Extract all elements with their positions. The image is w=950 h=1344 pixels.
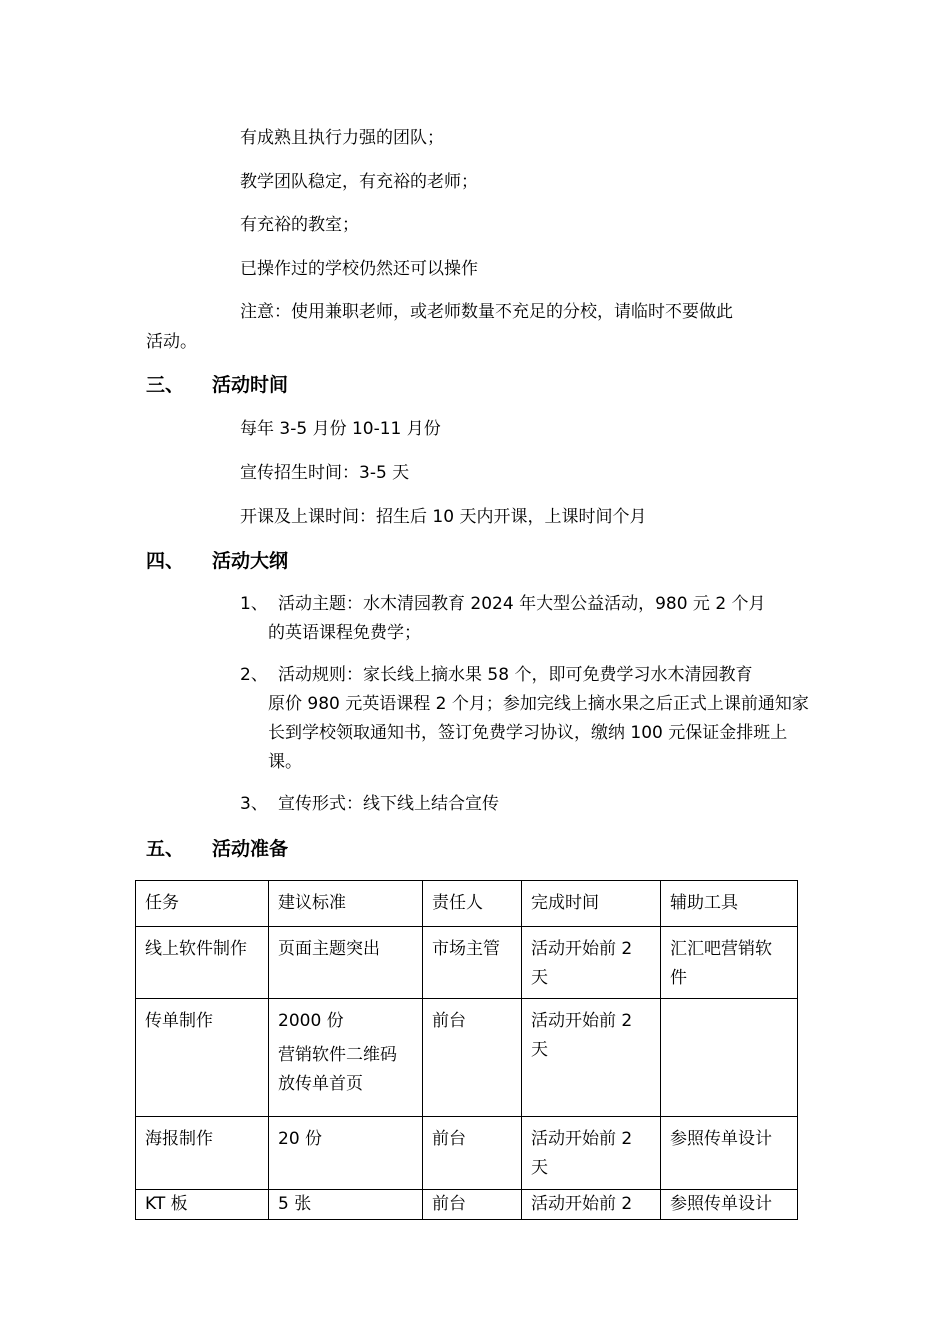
owner-cell: 前台 <box>423 999 522 1117</box>
list-text: 宣传形式：线下线上结合宣传 <box>278 794 499 814</box>
time-cell: 活动开始前 2 天 <box>522 927 661 999</box>
list-text-continued: 原价 980 元英语课程 2 个月；参加完线上摘水果之后正式上课前通知家长到学校领取通知书，签订免费学习协议，缴纳 100 元保证金排班上课。 <box>268 694 809 772</box>
standard-cell <box>269 999 423 1117</box>
list-text-continued: 的英语课程免费学； <box>268 623 421 643</box>
standard-cell <box>269 927 423 999</box>
note-paragraph-wrap: 活动。 <box>146 332 197 352</box>
section-title: 活动准备 <box>212 838 289 860</box>
section-number: 五、 <box>146 838 185 860</box>
column-header: 辅助工具 <box>661 881 798 927</box>
task-cell: KT 板 <box>136 1190 269 1220</box>
tool-cell: 汇汇吧营销软件 <box>661 927 798 999</box>
section-title: 活动大纲 <box>212 550 289 572</box>
standard-cell <box>269 1190 423 1220</box>
task-cell: 海报制作 <box>136 1117 269 1190</box>
section-title: 活动时间 <box>212 374 289 396</box>
list-number: 1、 <box>240 594 268 614</box>
paragraph: 开课及上课时间：招生后 10 天内开课，上课时间个月 <box>240 507 647 527</box>
list-number: 3、 <box>240 794 268 814</box>
owner-cell: 市场主管 <box>423 927 522 999</box>
tool-cell: 参照传单设计 <box>661 1190 798 1220</box>
paragraph: 有充裕的教室； <box>240 215 359 235</box>
list-number: 2、 <box>240 665 268 685</box>
section-number: 三、 <box>146 374 185 396</box>
time-cell: 活动开始前 2 <box>522 1190 661 1220</box>
standard-text: 20 份 <box>278 1129 323 1149</box>
paragraph: 宣传招生时间：3-5 天 <box>240 463 410 483</box>
paragraph: 教学团队稳定，有充裕的老师； <box>240 172 478 192</box>
standard-text: 页面主题突出 <box>278 939 380 959</box>
task-cell: 线上软件制作 <box>136 927 269 999</box>
owner-cell: 前台 <box>423 1117 522 1190</box>
section-number: 四、 <box>146 550 185 572</box>
preparation-table <box>135 880 798 1220</box>
column-header: 建议标准 <box>269 881 423 927</box>
paragraph: 有成熟且执行力强的团队； <box>240 128 444 148</box>
tool-cell: 参照传单设计 <box>661 1117 798 1190</box>
time-cell: 活动开始前 2 天 <box>522 999 661 1117</box>
note-paragraph: 注意：使用兼职老师，或老师数量不充足的分校，请临时不要做此 <box>240 302 733 322</box>
list-text: 活动规则：家长线上摘水果 58 个，即可免费学习水木清园教育 <box>278 665 753 685</box>
table-row <box>136 1190 798 1220</box>
time-cell: 活动开始前 2 天 <box>522 1117 661 1190</box>
table-row <box>136 927 798 999</box>
table-row <box>136 1117 798 1190</box>
list-text: 活动主题：水木清园教育 2024 年大型公益活动，980 元 2 个月 <box>278 594 766 614</box>
column-header: 完成时间 <box>522 881 661 927</box>
owner-cell: 前台 <box>423 1190 522 1220</box>
standard-text: 5 张 <box>278 1194 312 1214</box>
column-header: 任务 <box>136 881 269 927</box>
paragraph: 已操作过的学校仍然还可以操作 <box>240 259 478 279</box>
standard-cell <box>269 1117 423 1190</box>
tool-cell <box>661 999 798 1117</box>
task-cell: 传单制作 <box>136 999 269 1117</box>
column-header: 责任人 <box>423 881 522 927</box>
table-header-row <box>136 881 798 927</box>
standard-text: 2000 份 <box>278 1011 344 1031</box>
table-row <box>136 999 798 1117</box>
paragraph: 每年 3-5 月份 10-11 月份 <box>240 419 441 439</box>
standard-text: 营销软件二维码放传单首页 <box>278 1045 397 1094</box>
